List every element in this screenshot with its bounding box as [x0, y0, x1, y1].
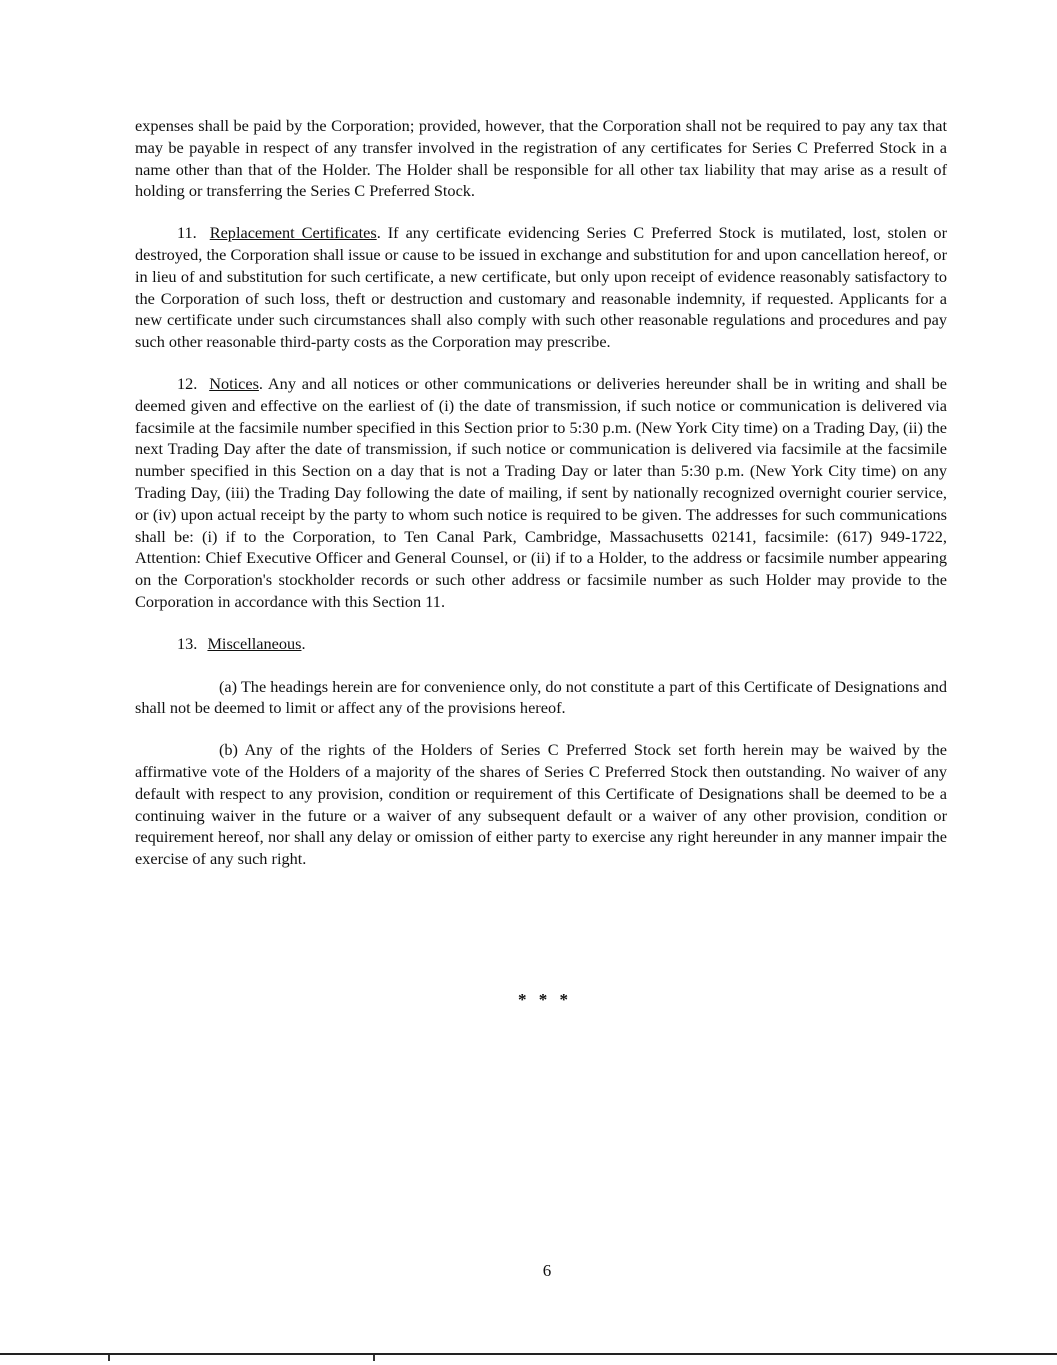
section-13-heading-line: [135, 633, 947, 655]
section-13-heading-punct: .: [301, 633, 306, 653]
end-marker: * * *: [518, 990, 572, 1009]
section-13-subsection-a: (a) The headings herein are for convenience only, do not constitute a part of this Certificate of Designations and shall not be deemed to limit or affect any of the provisions hereof.: [135, 676, 947, 718]
section-13-subsection-b: (b) Any of the rights of the Holders of Series C Preferred Stock set forth herein may be waived by the affirmative vote of the Holders of a majority of the shares of Series C Preferred Stock then outstanding. No waiver of any default with respect to any provision, condition or requirement of this Certificate of Designations shall be deemed to be a continuing waiver in the future or a waiver of any subsequent default or a waiver of any other provision, condition or requirement hereof, nor shall any delay or omission of either party to exercise any right hereunder in any manner impair the exercise of any such right.: [135, 740, 947, 869]
section-12-heading: Notices: [209, 373, 259, 393]
section-13-heading: Miscellaneous: [207, 633, 302, 653]
intro-paragraph: expenses shall be paid by the Corporation; provided, however, that the Corporation shall not be required to pay any tax that may be payable in respect of any transfer involved in the registration of any certificates for Series C Preferred Stock in a name other than that of the Holder. The Holder shall be responsible for all other tax liability that may arise as a result of holding or transferring the Series C Preferred Stock.: [135, 116, 947, 201]
section-11-heading: Replacement Certificates: [209, 223, 377, 243]
page-number: 6: [542, 1261, 552, 1280]
section-11-number: 11.: [177, 223, 197, 243]
section-12-number: 12.: [177, 373, 198, 393]
section-11-heading-punct: .: [376, 223, 381, 243]
section-11-body: If any certificate evidencing Series C Preferred Stock is mutilated, lost, stolen or destroyed, the Corporation shall issue or cause to be issued in exchange and substitution for and upon cancellation hereof, or in lieu of and substitution for such certificate, a new certificate, but only upon receipt of evidence reasonably satisfactory to the Corporation of such loss, theft or destruction and customary and reasonable indemnity, if requested. Applicants for a new certificate under such circumstances shall also comply with such other reasonable regulations and procedures and pay such other reasonable third-party costs as the Corporation may prescribe.: [135, 223, 947, 352]
bottom-scan-rule: [0, 1353, 1057, 1355]
section-12-body: Any and all notices or other communications or deliveries hereunder shall be in writing and shall be deemed given and effective on the earliest of (i) the date of transmission, if such notice or communication is delivered via facsimile at the facsimile number specified in this Section prior to 5:30 p.m. (New York City time) on a Trading Day, (ii) the next Trading Day after the date of transmission, if such notice or communication is delivered via facsimile at the facsimile number specified in this Section on a day that is not a Trading Day or later than 5:30 p.m. (New York City time) on any Trading Day, (iii) the Trading Day following the date of mailing, if sent by nationally recognized overnight courier service, or (iv) upon actual receipt by the party to whom such notice is required to be given. The addresses for such communications shall be: (i) if to the Corporation, to Ten Canal Park, Cambridge, Massachusetts 02141, facsimile: (617) 949-1722, Attention: Chief Executive Officer and General Counsel, or (ii) if to a Holder, to the address or facsimile number appearing on the Corporation's stockholder records or such other address or facsimile number as such Holder may provide to the Corporation in accordance with this Section 11.: [135, 373, 947, 611]
section-13-number: 13.: [177, 633, 198, 653]
bottom-scan-tick: [373, 1355, 375, 1361]
section-12-heading-punct: .: [258, 373, 263, 393]
section-12-paragraph: [135, 373, 947, 613]
document-body: [135, 115, 947, 890]
section-11-paragraph: [135, 222, 947, 353]
bottom-scan-tick: [108, 1355, 110, 1361]
